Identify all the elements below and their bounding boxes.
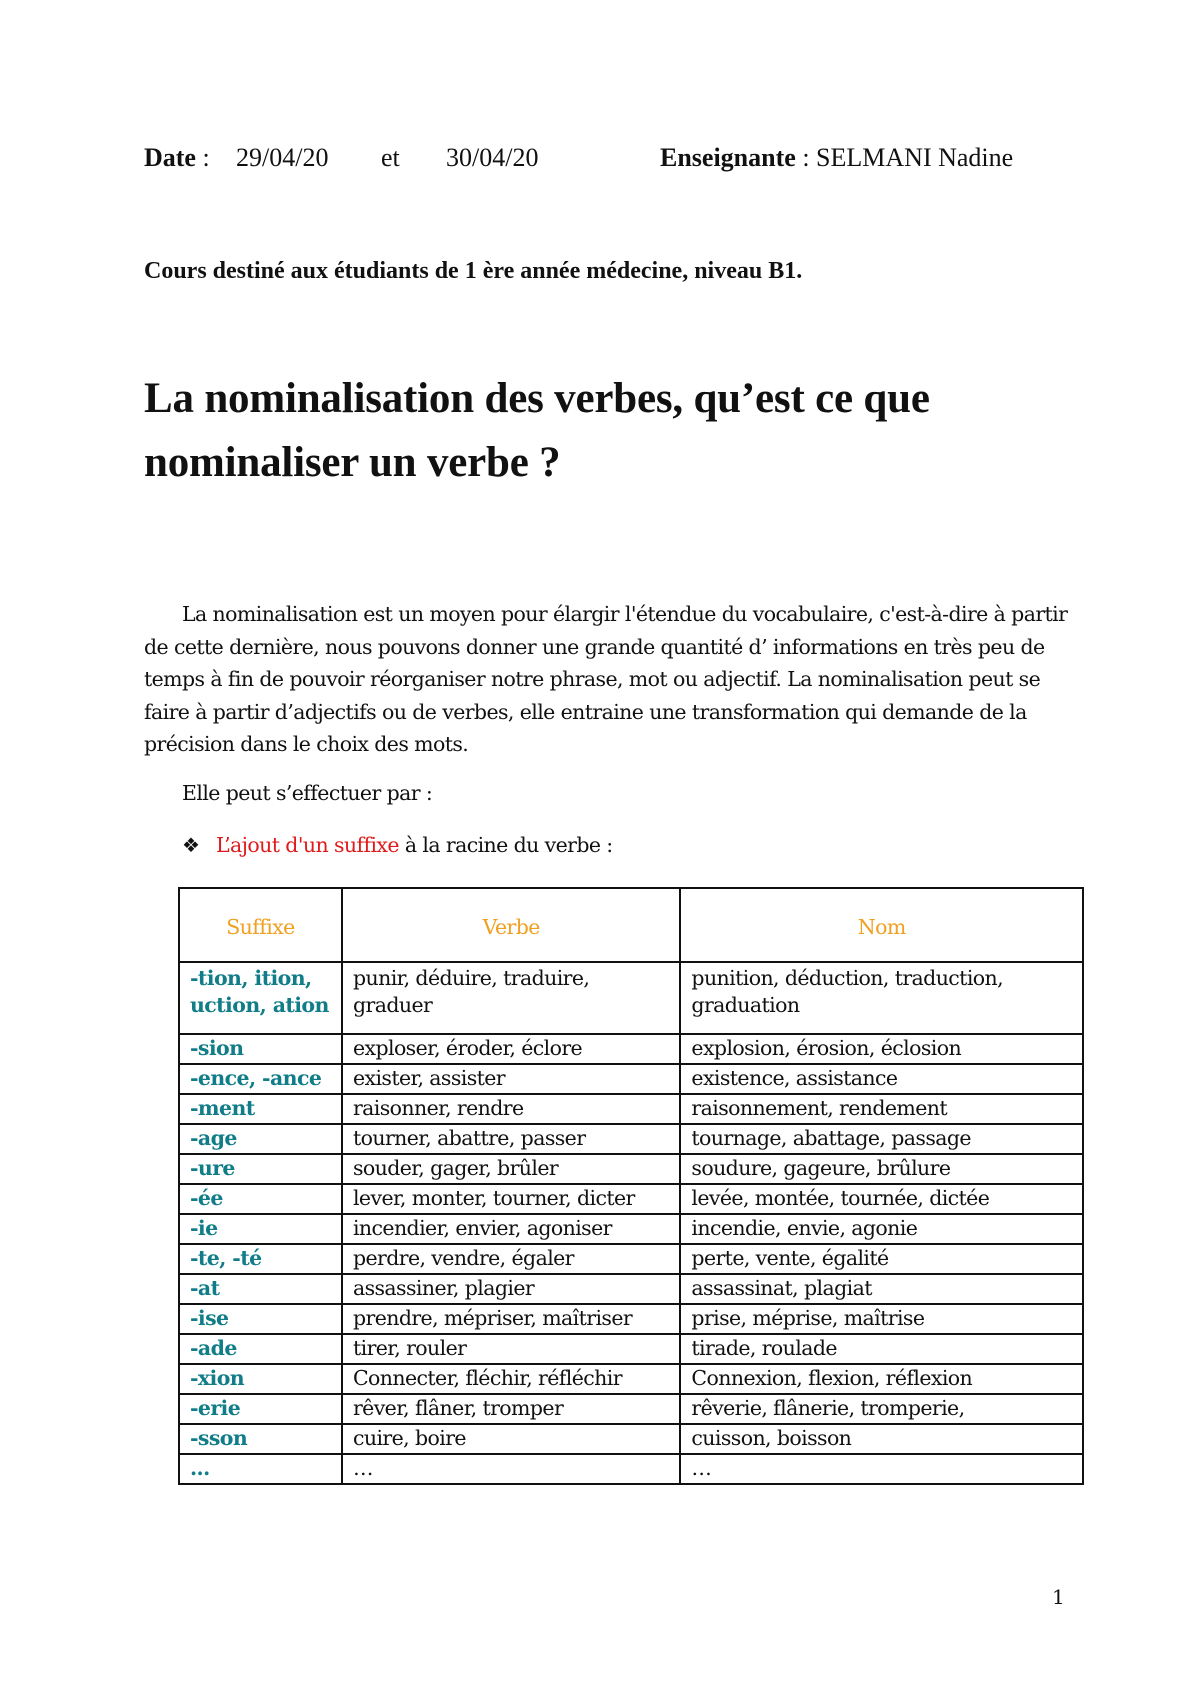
verbe-cell: cuire, boire xyxy=(342,1424,680,1454)
paragraph-line-5: précision dans le choix des mots. xyxy=(144,732,469,756)
nom-cell: punition, déduction, traduction, graduation xyxy=(680,962,1083,1034)
nom-cell: prise, méprise, maîtrise xyxy=(680,1304,1083,1334)
teacher-label: Enseignante xyxy=(660,143,796,172)
table-body xyxy=(179,962,1083,1484)
table-row xyxy=(179,1214,1083,1244)
date-1: 29/04/20 xyxy=(236,143,329,172)
verbe-cell: Connecter, fléchir, réfléchir xyxy=(342,1364,680,1394)
table-row xyxy=(179,1334,1083,1364)
table-row xyxy=(179,962,1083,1034)
verbe-cell: perdre, vendre, égaler xyxy=(342,1244,680,1274)
suffix-cell: -ée xyxy=(179,1184,342,1214)
bullet-rest: à la racine du verbe : xyxy=(398,833,613,857)
table-row xyxy=(179,1424,1083,1454)
table-header-row xyxy=(179,888,1083,962)
suffix-cell: -ie xyxy=(179,1214,342,1244)
verbe-cell: tourner, abattre, passer xyxy=(342,1124,680,1154)
table-row xyxy=(179,1124,1083,1154)
bullet-highlight: L’ajout d'un suffixe xyxy=(216,833,399,857)
table-row xyxy=(179,1394,1083,1424)
teacher-separator: : xyxy=(795,143,817,172)
table-row xyxy=(179,1364,1083,1394)
verbe-cell: assassiner, plagier xyxy=(342,1274,680,1304)
nom-cell: incendie, envie, agonie xyxy=(680,1214,1083,1244)
date-2: 30/04/20 xyxy=(446,143,539,172)
table-row xyxy=(179,1154,1083,1184)
verbe-cell: rêver, flâner, tromper xyxy=(342,1394,680,1424)
header-suffixe: Suffixe xyxy=(179,888,342,962)
suffix-cell: -xion xyxy=(179,1364,342,1394)
course-description: Cours destiné aux étudiants de 1 ère année médecine, niveau B1. xyxy=(144,258,803,284)
suffix-cell: ... xyxy=(179,1454,342,1484)
table-row xyxy=(179,1064,1083,1094)
nom-cell: levée, montée, tournée, dictée xyxy=(680,1184,1083,1214)
nom-cell: explosion, érosion, éclosion xyxy=(680,1034,1083,1064)
suffix-cell: -sion xyxy=(179,1034,342,1064)
date-conjunction: et xyxy=(381,143,400,172)
date-label-group xyxy=(144,143,210,173)
nom-cell: … xyxy=(680,1454,1083,1484)
suffix-cell: -sson xyxy=(179,1424,342,1454)
date-separator: : xyxy=(195,143,210,172)
title-line-1: La nominalisation des verbes, qu’est ce que xyxy=(144,375,930,422)
verbe-cell: prendre, mépriser, maîtriser xyxy=(342,1304,680,1334)
nom-cell: rêverie, flânerie, tromperie, xyxy=(680,1394,1083,1424)
paragraph-line-3: temps à fin de pouvoir réorganiser notre phrase, mot ou adjectif. La nominalisation peut se xyxy=(144,667,1041,691)
page-title xyxy=(144,367,1074,495)
nom-cell: perte, vente, égalité xyxy=(680,1244,1083,1274)
date-label: Date xyxy=(144,143,196,172)
suffix-table xyxy=(178,887,1084,1485)
paragraph-line xyxy=(144,598,1068,631)
table-row xyxy=(179,1244,1083,1274)
verbe-cell: punir, déduire, traduire, graduer xyxy=(342,962,680,1034)
table-row xyxy=(179,1454,1083,1484)
page-number: 1 xyxy=(1052,1585,1065,1609)
table-row xyxy=(179,1274,1083,1304)
verbe-cell: tirer, rouler xyxy=(342,1334,680,1364)
suffix-cell: -at xyxy=(179,1274,342,1304)
paragraph-line-1: La nominalisation est un moyen pour élargir l'étendue du vocabulaire, c'est-à-dire à partir xyxy=(182,602,1068,626)
nom-cell: existence, assistance xyxy=(680,1064,1083,1094)
suffix-cell: -ise xyxy=(179,1304,342,1334)
nom-cell: assassinat, plagiat xyxy=(680,1274,1083,1304)
header-verbe: Verbe xyxy=(342,888,680,962)
nom-cell: cuisson, boisson xyxy=(680,1424,1083,1454)
suffix-cell: -ment xyxy=(179,1094,342,1124)
header-nom: Nom xyxy=(680,888,1083,962)
table-row xyxy=(179,1034,1083,1064)
table-row xyxy=(179,1094,1083,1124)
nom-cell: tournage, abattage, passage xyxy=(680,1124,1083,1154)
method-intro: Elle peut s’effectuer par : xyxy=(182,781,433,805)
verbe-cell: souder, gager, brûler xyxy=(342,1154,680,1184)
verbe-cell: incendier, envier, agoniser xyxy=(342,1214,680,1244)
teacher-group xyxy=(660,143,1013,173)
suffix-cell: -ure xyxy=(179,1154,342,1184)
suffix-cell: -age xyxy=(179,1124,342,1154)
verbe-cell: raisonner, rendre xyxy=(342,1094,680,1124)
suffix-cell: -ence, -ance xyxy=(179,1064,342,1094)
paragraph-line-2: de cette dernière, nous pouvons donner une grande quantité d’ informations en très peu de xyxy=(144,634,1045,659)
table-row xyxy=(179,1184,1083,1214)
suffix-cell: -ade xyxy=(179,1334,342,1364)
table-row xyxy=(179,1304,1083,1334)
bullet-item xyxy=(182,833,613,857)
verbe-cell: lever, monter, tourner, dicter xyxy=(342,1184,680,1214)
verbe-cell: … xyxy=(342,1454,680,1484)
teacher-name: SELMANI Nadine xyxy=(816,143,1014,172)
paragraph-line-4: faire à partir d’adjectifs ou de verbes, elle entraine une transformation qui demande de la xyxy=(144,699,1027,724)
nom-cell: tirade, roulade xyxy=(680,1334,1083,1364)
verbe-cell: exister, assister xyxy=(342,1064,680,1094)
title-line-2: nominaliser un verbe ? xyxy=(144,439,561,486)
diamond-bullet-icon: ❖ xyxy=(182,833,200,857)
suffix-cell: -te, -té xyxy=(179,1244,342,1274)
nom-cell: raisonnement, rendement xyxy=(680,1094,1083,1124)
nom-cell: Connexion, flexion, réflexion xyxy=(680,1364,1083,1394)
verbe-cell: exploser, éroder, éclore xyxy=(342,1034,680,1064)
nom-cell: soudure, gageure, brûlure xyxy=(680,1154,1083,1184)
suffix-cell: -erie xyxy=(179,1394,342,1424)
suffix-cell: -tion, ition, uction, ation xyxy=(179,962,342,1034)
intro-paragraph xyxy=(144,598,1068,761)
